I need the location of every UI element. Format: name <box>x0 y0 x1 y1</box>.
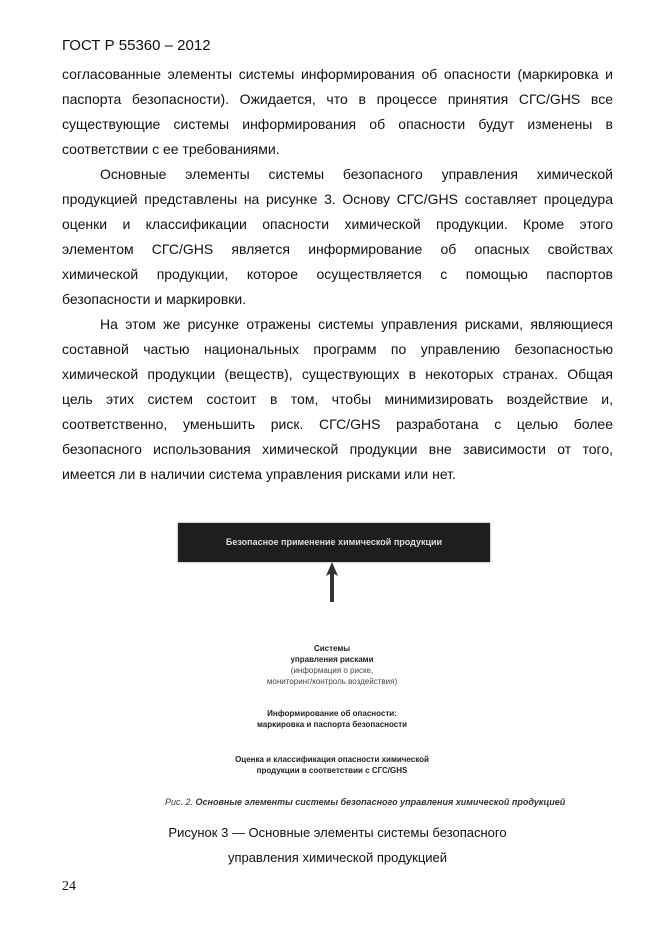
text-line: паспорта безопасности). Ожидается, что в процессе принятия СГС/GHS все <box>62 91 613 107</box>
text-line: соответствии с ее требованиями. <box>62 141 280 157</box>
text-line: продукцией представлены на рисунке 3. Основу СГС/GHS составляет процедура <box>62 191 613 207</box>
text-line: соответственно, уменьшить риск. СГС/GHS разработана с целью более <box>62 416 613 432</box>
block-line: (информация о риске, <box>290 666 374 675</box>
text-line: имеется ли в наличии система управления рисками или нет. <box>62 466 456 482</box>
figure-block-hazard-communication <box>182 708 482 730</box>
page-number: 24 <box>62 879 76 894</box>
block-line: продукции в соответствии с СГС/GHS <box>256 766 408 775</box>
block-line: мониторинг/контроль воздействия) <box>266 677 398 686</box>
figure-caption-line: Рисунок 3 — Основные элементы системы безопасного <box>168 825 507 840</box>
text-line: химической продукции, которое осуществляется с помощью паспортов <box>62 266 613 282</box>
figure-block-classification <box>182 754 482 776</box>
block-line: управления рисками <box>290 655 374 664</box>
figure-block-risk-management <box>182 643 482 687</box>
paragraph <box>62 162 613 312</box>
text-line: На этом же рисунке отражены системы управления рисками, являющиеся <box>100 316 613 332</box>
text-line: оценки и классификации опасности химической продукции. Кроме этого <box>62 216 613 232</box>
block-line: Информирование об опасности: <box>267 709 397 718</box>
figure-inner-caption-text: Основные элементы системы безопасного управления химической продукцией <box>195 797 566 807</box>
text-line: химической продукции (веществ), существующих в некоторых странах. Общая <box>62 366 613 382</box>
arrow-up-icon <box>326 562 338 602</box>
figure-top-box: Безопасное применение химической продукции <box>178 523 490 562</box>
text-line: существующие системы информирования об опасности будут изменены в <box>62 116 613 132</box>
text-line: цель этих систем состоит в том, чтобы минимизировать воздействие и, <box>62 391 613 407</box>
text-line: согласованные элементы системы информирования об опасности (маркировка и <box>62 66 613 82</box>
block-line: Оценка и классификация опасности химической <box>235 755 429 764</box>
figure-inner-caption <box>165 797 565 807</box>
text-line: элементом СГС/GHS является информирование об опасных свойствах <box>62 241 613 257</box>
text-line: безопасного использования химической продукции вне зависимости от того, <box>62 441 613 457</box>
text-line: составной частью национальных программ по управлению безопасностью <box>62 341 613 357</box>
block-line: маркировка и паспорта безопасности <box>256 720 408 729</box>
text-line: безопасности и маркировки. <box>62 291 247 307</box>
block-line: Системы <box>313 644 351 653</box>
figure-caption-line: управления химической продукцией <box>227 850 448 865</box>
paragraph <box>62 312 613 487</box>
document-header: ГОСТ Р 55360 – 2012 <box>62 37 211 54</box>
paragraph <box>62 62 613 162</box>
text-line: Основные элементы системы безопасного управления химической <box>100 166 613 182</box>
body-text <box>62 62 613 487</box>
figure-inner-caption-number: Рис. 2. <box>165 797 194 807</box>
